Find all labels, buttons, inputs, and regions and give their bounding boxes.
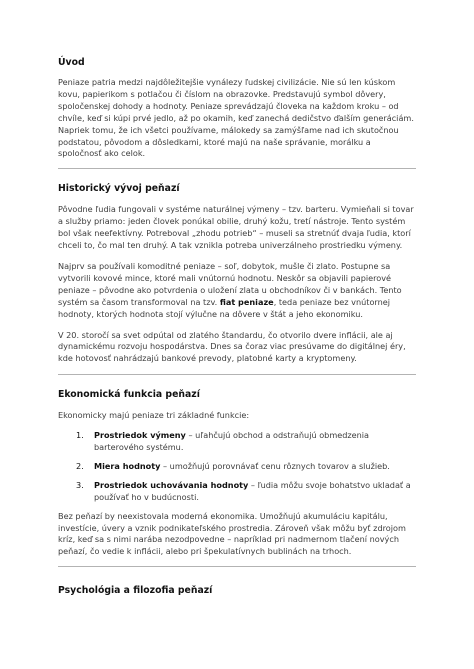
section-divider xyxy=(58,374,416,375)
list-item xyxy=(58,430,416,454)
historicky-p2-text-b: , teda peniaze bez vnútornej hodnoty, ktorých hodnota stojí výlučne na dôvere v štát a jeho ekonomiku. xyxy=(58,296,391,319)
section-divider xyxy=(58,566,416,567)
historicky-paragraph-3: V 20. storočí sa svet odpútal od zlatého štandardu, čo otvorilo dvere inflácii, ale aj dynamickému rozvoju hospodárstva. Dnes sa čoraz viac presúvame do digitálnej éry, kde hotovosť nahrádzajú bankové prevody, platobné karty a kryptomeny. xyxy=(58,329,406,364)
uvod-paragraph: Peniaze patria medzi najdôležitejšie vynálezy ľudskej civilizácie. Nie sú len kúskom kovu, papierikom s potlačou či číslom na obrazovke. Predstavujú symbol dôvery, spoločenskej dohody a hodnoty. Peniaze sprevádzajú človeka na každom kroku – od chvíle, keď si kúpi prvé jedlo, až po okamih, keď zanechá dedičstvo ďalším generáciám. Napriek tomu, že ich všetci používame, málokedy sa zamýšľame nad ich skutočnou podstatou, pôvodom a dôsledkami, ktoré majú na naše správanie, morálku a spoločnosť ako celok. xyxy=(58,77,414,159)
section-heading-psychologia: Psychológia a filozofia peňazí xyxy=(58,585,213,597)
section-divider xyxy=(58,168,416,169)
ekonomicka-intro: Ekonomicky majú peniaze tri základné funkcie: xyxy=(58,410,250,421)
section-heading-historicky: Historický vývoj peňazí xyxy=(58,183,180,195)
list-item xyxy=(58,480,416,504)
ekonomicka-paragraph-2: Bez peňazí by neexistovala moderná ekonomika. Umožňujú akumuláciu kapitálu, investície, úvery a vznik podnikateľského prostredia. Zároveň však môžu byť zdrojom kríz, keď sa s nimi narába nezodpovedne – napríklad pri nadmernom tlačení nových peňazí, čo vedie k inflácii, alebo pri špekulatívnych bublinách na trhoch. xyxy=(58,510,406,557)
list-item xyxy=(58,461,416,473)
list-item-text: – uľahčujú obchod a odstraňujú obmedzenia barterového systému. xyxy=(94,430,370,453)
historicky-paragraph-1: Pôvodne ľudia fungovali v systéme naturálnej výmeny – tzv. barteru. Vymieňali si tovar a služby priamo: jeden človek ponúkal obilie, druhý kožu, tretí nástroje. Tento systém bol však neefektívny. Potreboval „zhodu potrieb“ – museli sa stretnúť dvaja ľudia, ktorí chceli to, čo mal ten druhý. A tak vznikla potreba univerzálneho prostriedku výmeny. xyxy=(58,204,414,251)
list-item-text: – umožňujú porovnávať cenu rôznych tovarov a služieb. xyxy=(160,460,390,471)
list-number: 3. xyxy=(76,479,84,490)
document-page xyxy=(58,57,416,597)
historicky-paragraph-2 xyxy=(58,261,416,321)
list-item-term: Miera hodnoty xyxy=(94,460,161,471)
list-number: 1. xyxy=(76,430,84,441)
list-number: 2. xyxy=(76,460,84,471)
historicky-p2-text-a: Najprv sa používali komoditné peniaze – soľ, dobytok, mušle či zlato. Postupne sa vytvorili kovové mince, ktoré mali vnútornú hodnotu. Neskôr sa objavili papierové peniaze – pôvodne ako potvrdenia o uložení zlata u obchodníkov či v bankách. Tento systém sa časom transformoval na tzv. xyxy=(58,260,402,307)
list-item-term: Prostriedok uchovávania hodnoty xyxy=(94,479,249,490)
functions-list xyxy=(58,430,416,504)
section-heading-uvod: Úvod xyxy=(58,57,85,68)
fiat-peniaze-term: fiat peniaze xyxy=(219,296,274,307)
list-item-text: – ľudia môžu svoje bohatstvo ukladať a používať ho v budúcnosti. xyxy=(94,479,411,502)
list-item-term: Prostriedok výmeny xyxy=(94,430,186,441)
section-heading-ekonomicka: Ekonomická funkcia peňazí xyxy=(58,389,200,401)
